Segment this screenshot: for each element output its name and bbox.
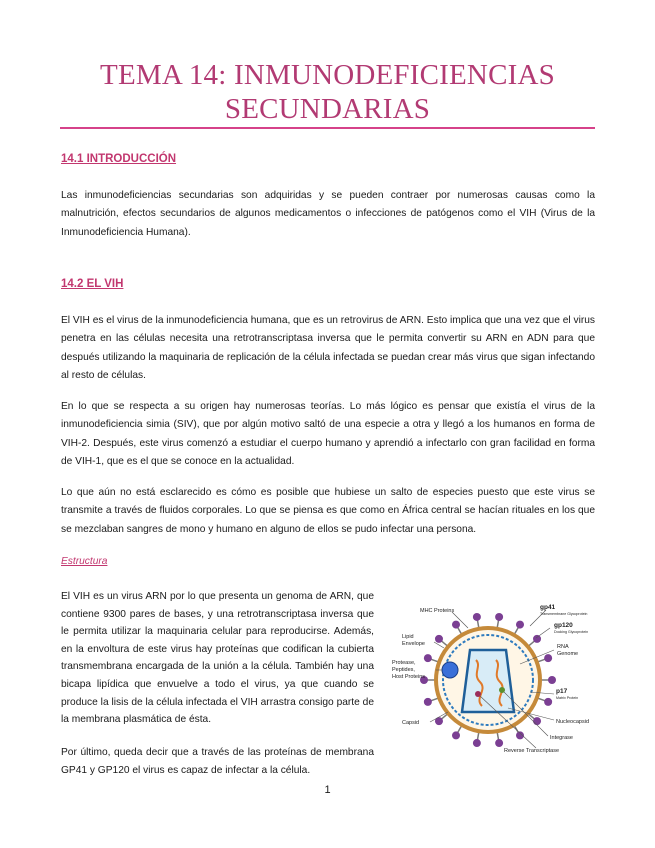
hiv-structure-diagram	[390, 602, 595, 754]
page-title	[60, 58, 595, 126]
spike-head	[533, 717, 541, 725]
estructura-paragraph-1: El VIH es un virus ARN por lo que presenta un genoma de ARN, que contiene 9300 pares de bases, y una retrotranscriptasa inversa que le permita utilizar la maquinaria celular para reproducirse. Además, en la envoltura de este virus hay proteínas que codifican la cubierta transmembrana encargada de la unión a la célula. También hay una bicapa lipídica que envuelve a todo el virus, ya que cuando se produce la lisis de la célula infectada el VIH arrastra consigo parte de la membrana plasmática de ésta.	[61, 591, 374, 726]
vih-paragraph-3: Lo que aún no está esclarecido es cómo es posible que hubiese un salto de especies puesto que este virus se transmite a través de fluidos corporales. Lo que se piensa es que como en África central se hacían rituales en los que se mezclaban sangres de mono y humano en alguno de ellos se pudo infectar una persona.	[61, 487, 595, 535]
spike-head	[473, 613, 481, 621]
label-envelope: Envelope	[402, 641, 425, 647]
label-integrase: Integrase	[550, 735, 573, 741]
label-capsid: Capsid	[402, 720, 420, 726]
capsid-cone	[462, 650, 514, 712]
label-p17: p17	[556, 688, 568, 695]
spike-head	[473, 739, 481, 747]
section-heading-vih: 14.2 EL VIH	[61, 278, 124, 290]
spike-head	[452, 731, 460, 739]
label-peptides: Peptides,	[392, 667, 415, 673]
estructura-paragraph-2: Por último, queda decir que a través de las proteínas de membrana GP41 y GP120 el virus es capaz de infectar a la célula.	[61, 747, 374, 776]
title-divider	[60, 127, 595, 129]
spike-head	[548, 676, 556, 684]
spike-head	[452, 621, 460, 629]
spike-head	[424, 698, 432, 706]
title-line-1: TEMA 14: INMUNODEFICIENCIAS	[100, 59, 555, 91]
label-p17-sub: Matrix Protein	[556, 696, 579, 700]
label-host-proteins: Host Proteins	[392, 674, 426, 680]
vih-paragraph-1: El VIH es el virus de la inmunodeficiencia humana, que es un retrovirus de ARN. Esto implica que una vez que el virus penetra en las células necesita una retrotranscriptasa inversa que le permita convertir su ARN en ADN para que después utilizando la maquinaria de replicación de la célula infectada se puedan crear más virus que sigan infectando al resto de células.	[61, 315, 595, 381]
label-gp41: gp41	[540, 604, 556, 611]
spike-head	[544, 654, 552, 662]
page-number: 1	[324, 784, 331, 796]
label-protease: Protease,	[392, 660, 416, 666]
spike-head	[544, 698, 552, 706]
title-line-2: SECUNDARIAS	[224, 93, 431, 125]
label-rna: RNA	[557, 644, 569, 650]
label-reverse-transcriptase: Reverse Transcriptase	[504, 748, 560, 754]
spike-head	[435, 635, 443, 643]
spike-head	[516, 621, 524, 629]
label-gp120: gp120	[554, 622, 573, 629]
spike-head	[495, 739, 503, 747]
vih-paragraph-2: En lo que se respecta a su origen hay numerosas teorías. Lo más lógico es pensar que existía el virus de la inmunodeficiencia simia (SIV), que por algún motivo saltó de una especie a otra y llegó a los humanos en forma de VIH-2. Después, este virus comenzó a estudiar el cuerpo humano y aprendió a infectarlo con gran facilidad en forma de VIH-1, que es el que se conoce en la actualidad.	[61, 401, 595, 467]
protease-cluster	[442, 662, 458, 678]
estructura-paragraph-1-block	[61, 588, 374, 729]
estructura-paragraph-2-block	[61, 744, 374, 779]
spike-head	[495, 613, 503, 621]
hiv-virion-illustration	[390, 602, 595, 754]
intro-paragraph: Las inmunodeficiencias secundarias son adquiridas y se pueden contraer por numerosas causas como la malnutrición, efectos secundarios de algunos medicamentos o infecciones de patógenos como el VIH (Virus de la Inmunodeficiencia Humana).	[61, 190, 595, 238]
spike-head	[533, 635, 541, 643]
spike-head	[424, 654, 432, 662]
label-lipid: Lipid	[402, 634, 414, 640]
label-gp120-sub: Docking Glycoprotein	[554, 630, 589, 634]
label-nucleocapsid: Nucleocapsid	[556, 719, 590, 725]
label-genome: Genome	[557, 651, 579, 657]
section-heading-introduccion: 14.1 INTRODUCCIÓN	[61, 153, 177, 165]
label-gp41-sub: Transmembrane Glycoprotein	[540, 612, 588, 616]
subheading-estructura: Estructura	[61, 556, 108, 567]
label-mhc-proteins: MHC Proteins	[420, 608, 455, 614]
